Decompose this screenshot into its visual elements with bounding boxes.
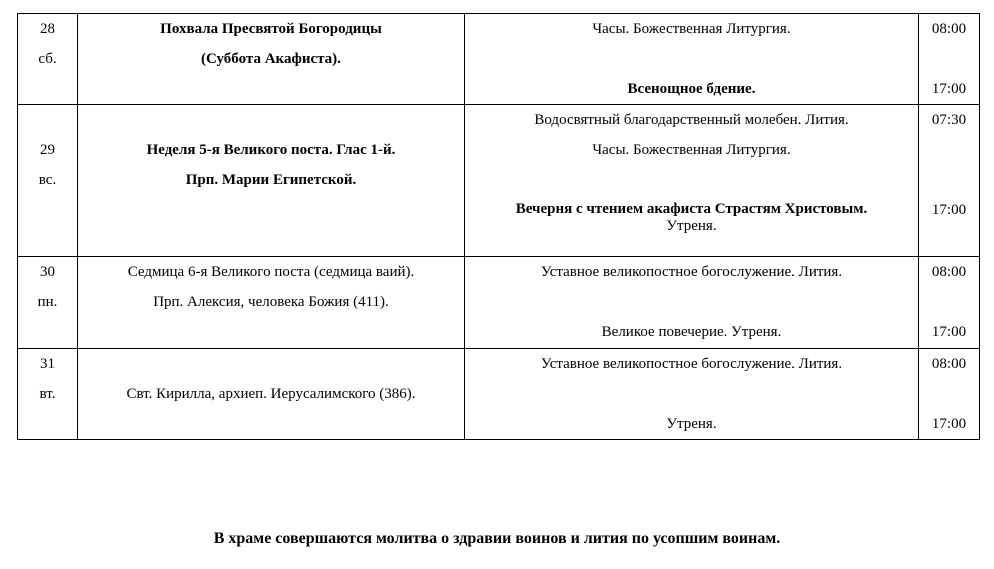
service-time: 17:00 <box>931 81 967 97</box>
weekday: пн. <box>37 294 58 310</box>
weekday: сб. <box>38 51 57 67</box>
service-line-group <box>465 195 918 236</box>
time-cell <box>919 349 980 440</box>
service-line: Великое повечерие. Утреня. <box>601 324 782 340</box>
date-cell <box>18 349 78 440</box>
day-number: 30 <box>40 264 55 280</box>
date-cell <box>18 257 78 349</box>
feast-line: Свт. Кирилла, архиеп. Иерусалимского (386). <box>126 386 416 402</box>
service-line: Часы. Божественная Литургия. <box>592 142 791 158</box>
table-row <box>18 105 980 257</box>
table-row <box>18 14 980 105</box>
feast-line: Прп. Марии Египетской. <box>185 172 357 188</box>
day-number: 31 <box>40 356 55 372</box>
service-cell <box>465 105 919 257</box>
feast-cell <box>78 14 465 105</box>
service-cell <box>465 257 919 349</box>
feast-line: Неделя 5-я Великого поста. Глас 1-й. <box>146 142 396 158</box>
feast-line: (Суббота Акафиста). <box>201 51 341 67</box>
service-line: Уставное великопостное богослужение. Лития. <box>540 356 843 372</box>
service-line: Уставное великопостное богослужение. Лития. <box>540 264 843 280</box>
service-cell <box>465 14 919 105</box>
service-time: 17:00 <box>931 202 967 218</box>
table-row <box>18 349 980 440</box>
footer-note: В храме совершаются молитва о здравии воинов и лития по усопшим воинам. <box>213 530 781 547</box>
weekday: вт. <box>39 386 56 402</box>
feast-line: Седмица 6-я Великого поста (седмица ваий). <box>127 264 415 280</box>
time-cell <box>919 14 980 105</box>
feast-cell <box>78 349 465 440</box>
day-number: 29 <box>40 142 55 158</box>
schedule-table <box>17 13 980 440</box>
service-line: Водосвятный благодарственный молебен. Лития. <box>534 112 849 128</box>
feast-cell <box>78 257 465 349</box>
day-number: 28 <box>40 21 55 37</box>
service-time: 07:30 <box>931 112 967 128</box>
service-time: 08:00 <box>931 356 967 372</box>
service-line: Утреня. <box>666 218 717 234</box>
service-line: Всенощное бдение. <box>627 81 756 97</box>
service-time: 17:00 <box>931 416 967 432</box>
service-line: Часы. Божественная Литургия. <box>592 21 791 37</box>
service-time: 08:00 <box>931 264 967 280</box>
feast-line: Прп. Алексия, человека Божия (411). <box>153 294 389 310</box>
service-cell <box>465 349 919 440</box>
service-time: 17:00 <box>931 324 967 340</box>
service-time: 08:00 <box>931 21 967 37</box>
service-line: Утреня. <box>666 416 717 432</box>
table-row <box>18 257 980 349</box>
date-cell <box>18 105 78 257</box>
date-cell <box>18 14 78 105</box>
weekday: вс. <box>38 172 57 188</box>
feast-line: Похвала Пресвятой Богородицы <box>160 21 382 37</box>
time-cell <box>919 257 980 349</box>
service-line: Вечерня с чтением акафиста Страстям Христовым. <box>515 201 868 217</box>
feast-cell <box>78 105 465 257</box>
time-cell <box>919 105 980 257</box>
